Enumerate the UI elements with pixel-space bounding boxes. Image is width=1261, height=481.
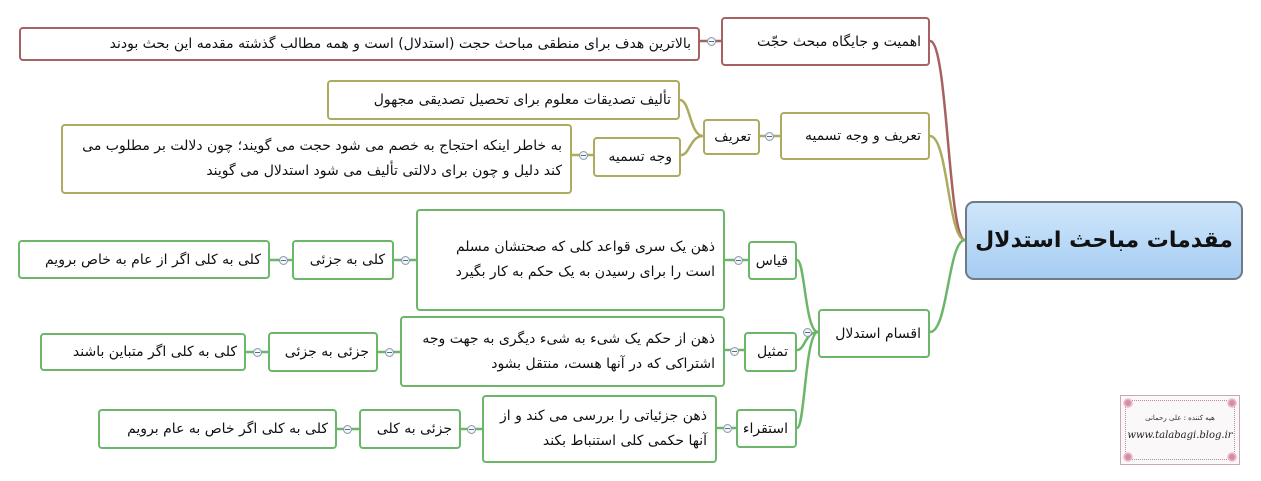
collapse-toggle-icon[interactable]: [734, 256, 743, 265]
flower-icon: [1123, 398, 1133, 408]
collapse-toggle-icon[interactable]: [707, 37, 716, 46]
qiyas-label: قیاس: [755, 252, 788, 269]
flower-icon: [1227, 452, 1237, 462]
istiqra-direction-text: جزئی به کلی: [376, 421, 452, 437]
tamthil-detail-text: ذهن از حکم یک شیء به شیء دیگری به جهت وجه اشتراکی که در آنها هست، منتقل بشود: [422, 330, 715, 372]
collapse-toggle-icon[interactable]: [579, 151, 588, 160]
collapse-toggle-icon[interactable]: [385, 348, 394, 357]
node-tarif[interactable]: [703, 119, 760, 155]
node-naming[interactable]: [593, 137, 681, 177]
collapse-toggle-icon[interactable]: [467, 425, 476, 434]
node-istiqra[interactable]: [736, 409, 797, 448]
tamthil-direction-text: جزئی به جزئی: [284, 344, 369, 360]
logo-url: www.talabagi.blog.ir: [1127, 430, 1233, 441]
qiyas-detail-text: ذهن یک سری قواعد کلی که صحتشان مسلم است را برای رسیدن به یک حکم به کار بگیرد: [455, 239, 715, 280]
node-definition[interactable]: [780, 112, 930, 160]
flower-icon: [1227, 398, 1237, 408]
node-istiqra-detail[interactable]: [482, 395, 717, 463]
naming-detail-text: به خاطر اینکه احتجاج به خصم می شود حجت می گویند؛ چون دلالت بر مطلوب می کند دلیل و چون برای دلالتی تألیف می شود استدلال می گویند: [82, 138, 562, 179]
types-label: اقسام استدلال: [835, 325, 921, 342]
edge-tarif-children: [680, 100, 703, 155]
importance-label: اهمیت و جایگاه مبحث حجّت: [757, 33, 921, 50]
edge-root-definition: [930, 136, 965, 240]
flower-icon: [1123, 452, 1133, 462]
tarif-label: تعریف: [714, 129, 751, 145]
node-tamthil-detail[interactable]: [400, 316, 725, 387]
node-qiyas-direction[interactable]: [292, 240, 394, 280]
edge-root-types: [930, 240, 965, 332]
definition-label: تعریف و وجه تسمیه: [804, 128, 921, 144]
tamthil-note-text: کلی به کلی اگر متباین باشند: [72, 344, 237, 360]
node-qiyas[interactable]: [748, 241, 797, 280]
node-istiqra-note[interactable]: [98, 409, 337, 449]
node-istiqra-direction[interactable]: [359, 409, 461, 449]
importance-detail-text: بالاترین هدف برای منطقی مباحث حجت (استدلال) است و همه مطالب گذشته مقدمه این بحث بودند: [109, 36, 691, 52]
root-label: مقدمات مباحث استدلال: [975, 228, 1233, 253]
qiyas-note-text: کلی به کلی اگر از عام به خاص برویم: [44, 251, 261, 268]
node-tamthil-direction[interactable]: [268, 332, 378, 372]
node-tamthil-note[interactable]: [40, 333, 246, 371]
edge-types-children: [797, 260, 818, 428]
tarif-detail-text: تألیف تصدیقات معلوم برای تحصیل تصدیقی مجهول: [373, 92, 671, 108]
collapse-toggle-icon[interactable]: [723, 424, 732, 433]
tamthil-label: تمثیل: [756, 344, 788, 360]
collapse-toggle-icon[interactable]: [730, 347, 739, 356]
istiqra-detail-text: ذهن جزئیاتی را بررسی می کند و از آنها حکمی کلی استنباط بکند: [499, 408, 707, 449]
collapse-toggle-icon[interactable]: [279, 256, 288, 265]
node-tamthil[interactable]: [744, 332, 797, 372]
node-qiyas-detail[interactable]: [416, 209, 725, 311]
naming-label: وجه تسمیه: [608, 149, 672, 165]
node-tarif-detail[interactable]: [327, 80, 680, 120]
collapse-toggle-icon[interactable]: [401, 256, 410, 265]
root-node[interactable]: [965, 201, 1243, 280]
qiyas-direction-text: کلی به جزئی: [309, 252, 385, 268]
node-types[interactable]: [818, 309, 930, 358]
node-importance[interactable]: [721, 17, 930, 66]
collapse-toggle-icon[interactable]: [253, 348, 262, 357]
node-qiyas-note[interactable]: [18, 240, 270, 279]
blog-logo: [1120, 395, 1240, 465]
collapse-toggle-icon[interactable]: [765, 132, 774, 141]
collapse-toggle-icon[interactable]: [343, 425, 352, 434]
collapse-toggle-icon[interactable]: [803, 328, 812, 337]
logo-author: هیه کننده : علی رحمانی: [1145, 414, 1215, 422]
istiqra-note-text: کلی به کلی اگر خاص به عام برویم: [127, 421, 328, 437]
node-importance-detail[interactable]: [19, 27, 700, 61]
istiqra-label: استقراء: [742, 420, 788, 437]
node-naming-detail[interactable]: [61, 124, 572, 194]
